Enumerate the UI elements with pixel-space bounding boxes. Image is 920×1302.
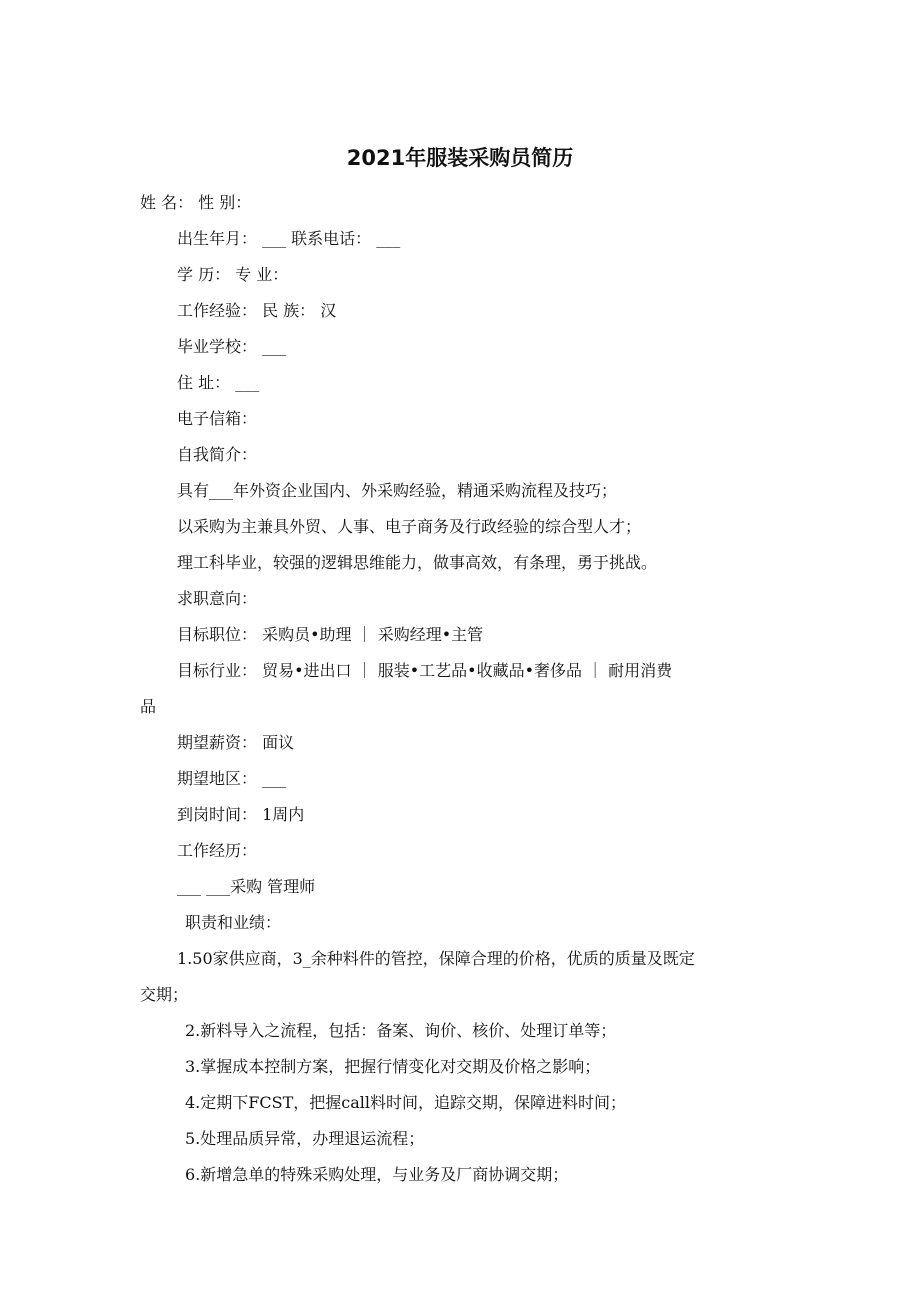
education-major-line: 学 历： 专 业：: [177, 265, 289, 284]
target-industry-line-continued: 品: [140, 697, 157, 716]
duty-item-4: 4.定期下FCST，把握call料时间，追踪交期，保障进料时间；: [185, 1093, 626, 1112]
target-position-line: 目标职位： 采购员•助理 ｜ 采购经理•主管: [177, 625, 484, 644]
birth-phone-line: 出生年月： ___ 联系电话： ___: [177, 229, 401, 248]
job-intent-heading: 求职意向：: [177, 589, 258, 608]
school-line: 毕业学校： ___: [177, 337, 287, 356]
intro-line: 具有___年外资企业国内、外采购经验，精通采购流程及技巧；: [177, 481, 618, 500]
work-history-heading: 工作经历：: [177, 841, 258, 860]
intro-line: 理工科毕业，较强的逻辑思维能力，做事高效，有条理，勇于挑战。: [177, 553, 658, 572]
salary-line: 期望薪资： 面议: [177, 733, 295, 752]
name-gender-line: 姓 名： 性 别：: [140, 193, 252, 212]
page-title: 2021年服装采购员简历: [346, 146, 574, 170]
duty-item-5: 5.处理品质异常，办理退运流程；: [185, 1129, 425, 1148]
email-line: 电子信箱：: [177, 409, 258, 428]
duty-item-1-continued: 交期；: [140, 985, 189, 1004]
address-line: 住 址： ___: [177, 373, 260, 392]
duty-item-1: 1.50家供应商，3_余种料件的管控，保障合理的价格，优质的质量及既定: [177, 949, 695, 968]
duty-item-3: 3.掌握成本控制方案，把握行情变化对交期及价格之影响；: [185, 1057, 601, 1076]
experience-ethnicity-line: 工作经验： 民 族： 汉: [177, 301, 337, 320]
duties-heading: 职责和业绩：: [185, 913, 282, 932]
target-industry-line: 目标行业： 贸易•进出口 ｜ 服装•工艺品•收藏品•奢侈品 ｜ 耐用消费: [177, 661, 673, 680]
duty-item-6: 6.新增急单的特殊采购处理，与业务及厂商协调交期；: [185, 1165, 569, 1184]
region-line: 期望地区： ___: [177, 769, 287, 788]
duty-item-2: 2.新料导入之流程，包括：备案、询价、核价、处理订单等；: [185, 1021, 617, 1040]
work-role-line: ___ ___采购 管理师: [177, 877, 316, 896]
arrival-line: 到岗时间： 1周内: [177, 805, 305, 824]
intro-heading: 自我简介：: [177, 445, 258, 464]
intro-line: 以采购为主兼具外贸、人事、电子商务及行政经验的综合型人才；: [177, 517, 642, 536]
